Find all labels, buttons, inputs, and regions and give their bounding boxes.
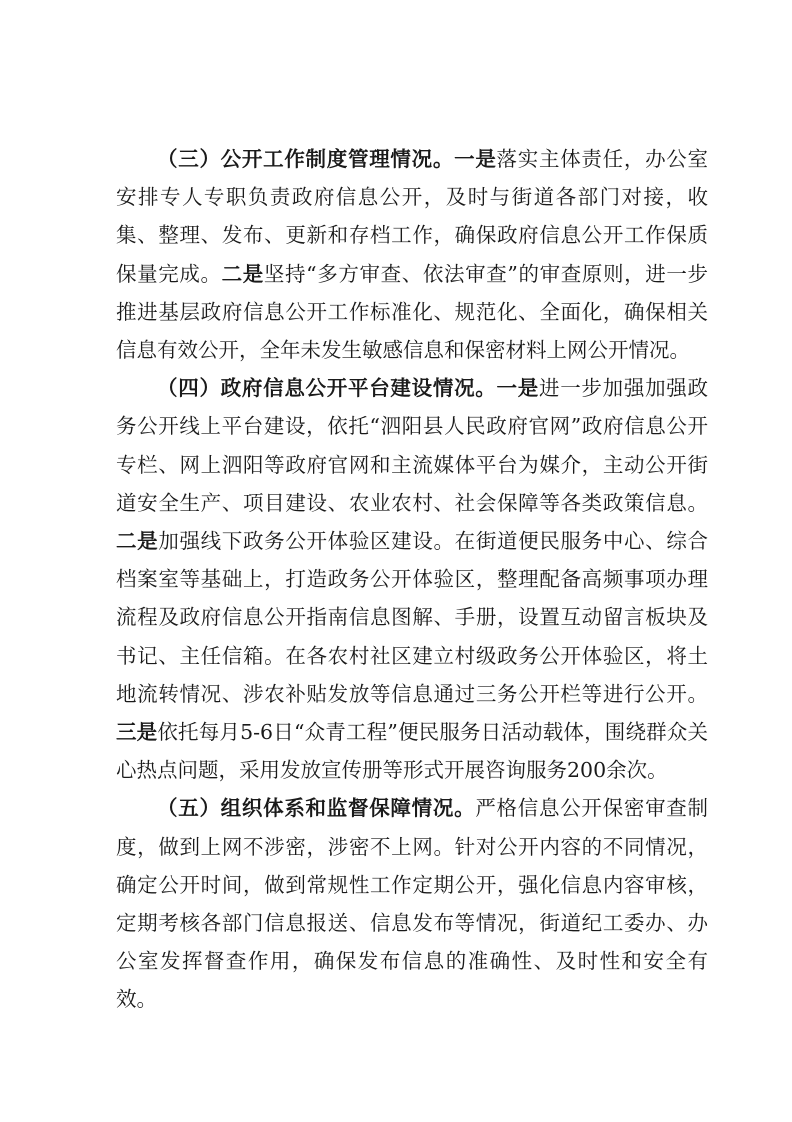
point-marker: 二是 <box>116 529 159 554</box>
point-marker: 一是 <box>496 376 539 401</box>
document-body <box>116 140 708 1019</box>
section-heading: （四）政府信息公开平台建设情况。 <box>157 376 497 401</box>
point-marker: 一是 <box>454 147 497 171</box>
paragraph-public-work-system <box>116 140 708 369</box>
section-heading: （三）公开工作制度管理情况。 <box>157 147 455 171</box>
paragraph-text: 严格信息公开保密审查制度，做到上网不涉密，涉密不上网。针对公开内容的不同情况，确定公开时间，做到常规性工作定期公开，强化信息内容审核，定期考核各部门信息报送、信息发布等情况，街道纪工委办、办公室发挥督查作用，确保发布信息的准确性、及时性和安全有效。 <box>116 796 709 1012</box>
paragraph-text: 落实主体责任，办公室安排专人专职负责政府信息公开，及时与街道各部门对接，收集、整理、发布、更新和存档工作，确保政府信息公开工作保质保量完成。 <box>116 147 709 286</box>
paragraph-text: 坚持“多方审查、依法审查”的审查原则，进一步推进基层政府信息公开工作标准化、规范化、全面化，确保相关信息有效公开，全年未发生敏感信息和保密材料上网公开情况。 <box>116 261 709 363</box>
paragraph-text: 依托每月5-6日“众青工程”便民服务日活动载体，围绕群众关心热点问题，采用发放宣传册等形式开展咨询服务200余次。 <box>116 720 708 783</box>
paragraph-platform-construction <box>116 369 708 789</box>
paragraph-text: 进一步加强加强政务公开线上平台建设，依托“泗阳县人民政府官网”政府信息公开专栏、网上泗阳等政府官网和主流媒体平台为媒介，主动公开街道安全生产、项目建设、农业农村、社会保障等各类政策信息。 <box>116 376 709 515</box>
paragraph-supervision-guarantee <box>116 789 708 1018</box>
section-heading: （五）组织体系和监督保障情况。 <box>157 796 476 821</box>
point-marker: 三是 <box>116 720 158 745</box>
point-marker: 二是 <box>221 261 264 286</box>
paragraph-text: 加强线下政务公开体验区建设。在街道便民服务中心、综合档案室等基础上，打造政务公开体验区，整理配备高频事项办理流程及政府信息公开指南信息图解、手册，设置互动留言板块及书记、主任信箱。在各农村社区建立村级政务公开体验区，将土地流转情况、涉农补贴发放等信息通过三务公开栏等进行公开。 <box>116 529 709 706</box>
